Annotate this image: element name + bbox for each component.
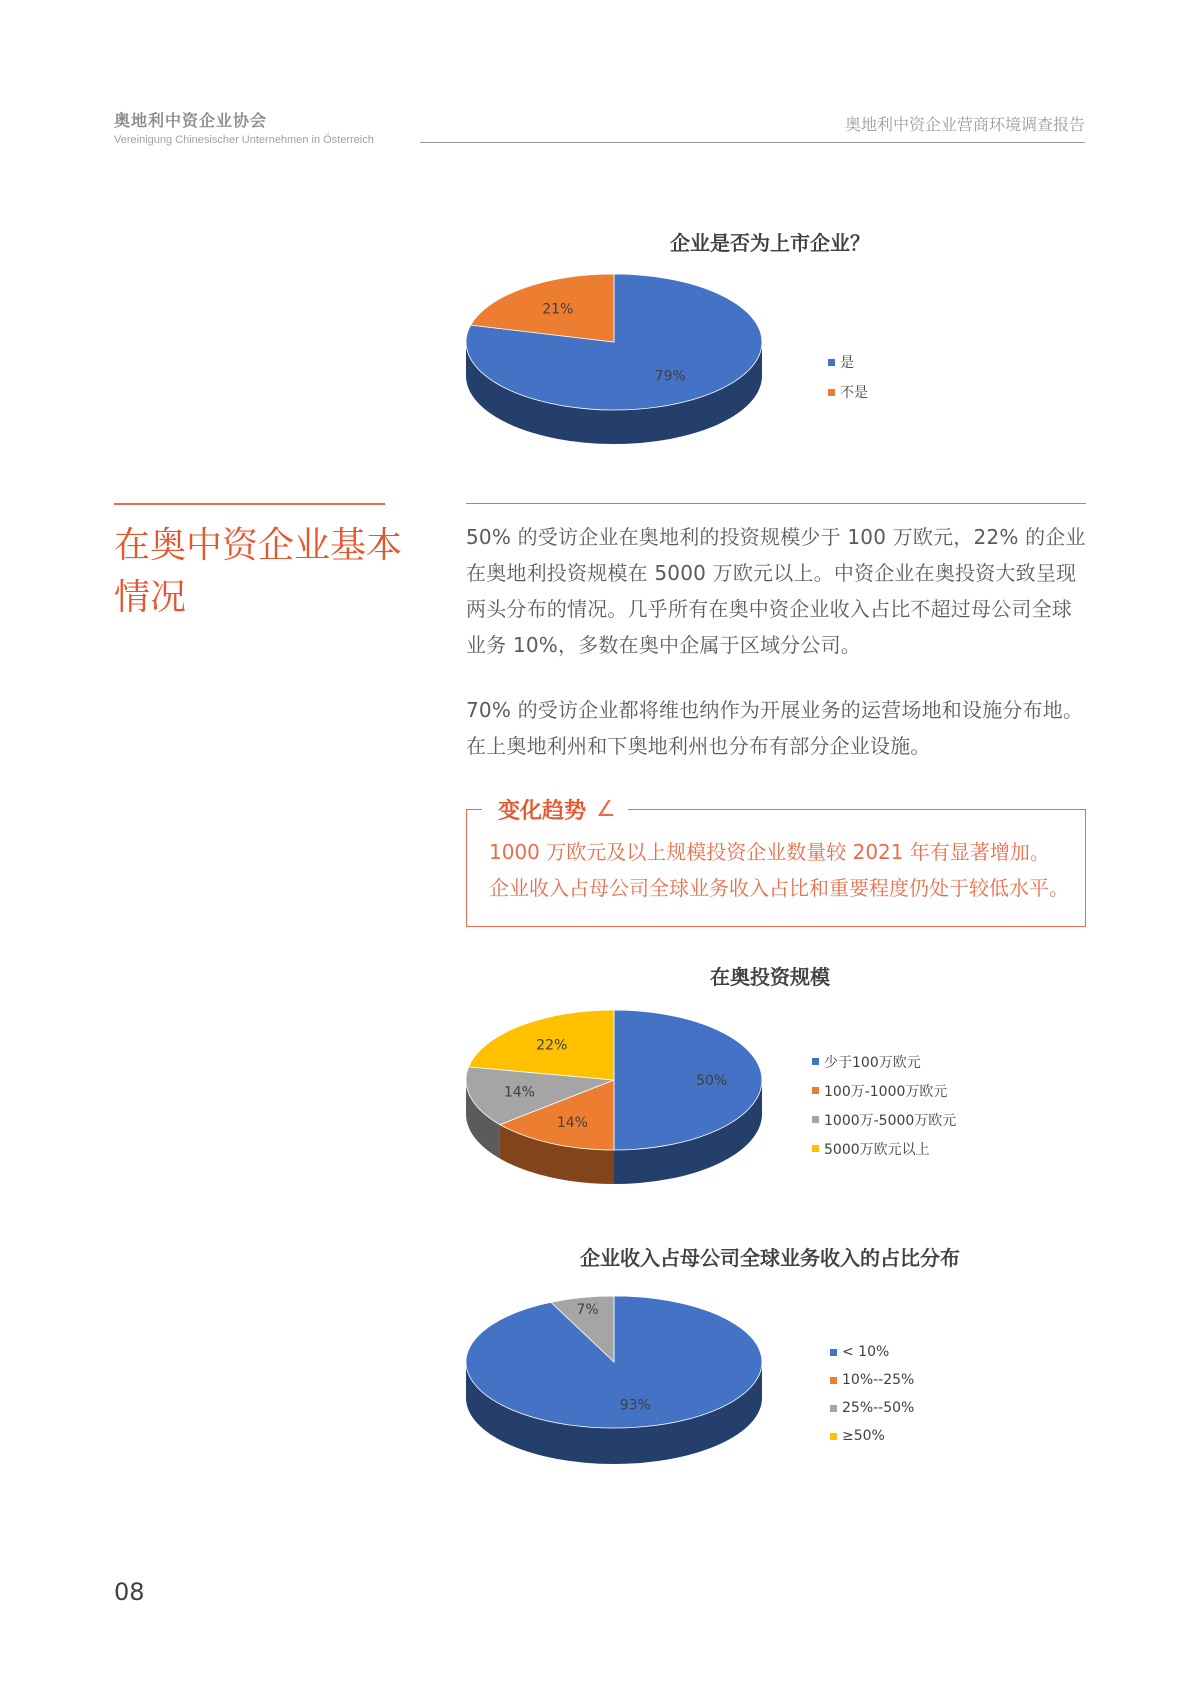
pie-label-1-0: 50% [696, 1073, 728, 1089]
legend-swatch [828, 389, 835, 396]
legend-label: 少于100万欧元 [824, 1054, 921, 1071]
report-title: 奥地利中资企业营商环境调查报告 [844, 115, 1085, 134]
legend-label: < 10% [842, 1344, 890, 1360]
legend-revenue [830, 1338, 914, 1450]
legend-item-2-3 [830, 1422, 914, 1450]
legend-label: 10%--25% [842, 1372, 915, 1388]
legend-swatch [830, 1349, 837, 1356]
header-divider [420, 142, 1085, 143]
pie-label-0-0: 79% [654, 368, 686, 385]
legend-item-2-2 [830, 1394, 914, 1422]
paragraph-1: 50% 的受访企业在奥地利的投资规模少于 100 万欧元，22% 的企业在奥地利投资规模在 5000 万欧元以上。中资企业在奥投资大致呈现两头分布的情况。几乎所有在奥中资企业收入占比不超过母公司全球业务 10%，多数在奥中企属于区域分公司。 [466, 525, 1086, 657]
trend-title-wrap [482, 792, 628, 826]
legend-swatch [812, 1116, 819, 1123]
page-number: 08 [114, 1578, 145, 1606]
legend-item-0-0 [828, 347, 868, 377]
legend-label: 5000万欧元以上 [824, 1141, 930, 1158]
pie-chart-investment [466, 1008, 796, 1208]
legend-label: 1000万-5000万欧元 [824, 1112, 957, 1129]
pie-chart-investment-marks [466, 1010, 762, 1184]
pie-label-1-2: 14% [503, 1084, 535, 1101]
pie-label-1-3: 22% [536, 1037, 568, 1054]
legend-item-0-1 [828, 377, 868, 407]
section-rule [114, 503, 385, 505]
section-title: 在奥中资企业基本情况 [114, 525, 403, 618]
legend-swatch [828, 359, 835, 366]
legend-label: 不是 [840, 385, 868, 401]
legend-swatch [812, 1087, 819, 1094]
pie-chart-listed-marks [466, 274, 762, 444]
trend-title: 变化趋势 [498, 798, 587, 824]
legend-item-1-1 [812, 1076, 956, 1105]
pie-chart-revenue-marks [466, 1296, 762, 1464]
legend-listed [828, 347, 868, 407]
legend-swatch [830, 1433, 837, 1440]
legend-investment [812, 1047, 956, 1163]
legend-swatch [812, 1145, 819, 1152]
paragraph-2: 70% 的受访企业都将维也纳作为开展业务的运营场地和设施分布地。在上奥地利州和下奥地利州也分布有部分企业设施。 [466, 698, 1084, 758]
legend-item-2-1 [830, 1366, 914, 1394]
legend-label: ≥50% [842, 1428, 885, 1444]
chart-title-listed: 企业是否为上市企业？ [670, 231, 870, 255]
pie-label-1-1: 14% [556, 1114, 588, 1131]
chart-title-investment: 在奥投资规模 [710, 965, 830, 989]
legend-item-1-2 [812, 1105, 956, 1134]
legend-swatch [812, 1058, 819, 1065]
pie-label-2-0: 93% [619, 1397, 651, 1414]
org-name-de: Vereinigung Chinesischer Unternehmen in Österreich [114, 134, 374, 146]
pie-chart-revenue [466, 1290, 796, 1490]
paragraph-rule [466, 503, 1086, 504]
trend-text: 1000 万欧元及以上规模投资企业数量较 2021 年有显著增加。企业收入占母公司全球业务收入占比和重要程度仍处于较低水平。 [489, 840, 1069, 900]
pie-label-0-1: 21% [542, 301, 574, 318]
pie-chart-listed [466, 272, 796, 472]
legend-item-1-0 [812, 1047, 956, 1076]
org-name-cn: 奥地利中资企业协会 [114, 111, 268, 130]
legend-item-2-0 [830, 1338, 914, 1366]
legend-swatch [830, 1405, 837, 1412]
legend-item-1-3 [812, 1134, 956, 1163]
legend-swatch [830, 1377, 837, 1384]
legend-label: 25%--50% [842, 1400, 915, 1416]
legend-label: 是 [840, 355, 854, 371]
chart-title-revenue: 企业收入占母公司全球业务收入的占比分布 [580, 1246, 960, 1270]
slash-icon: ∠ [596, 796, 616, 822]
legend-label: 100万-1000万欧元 [824, 1083, 948, 1100]
pie-label-2-2: 7% [576, 1302, 599, 1319]
